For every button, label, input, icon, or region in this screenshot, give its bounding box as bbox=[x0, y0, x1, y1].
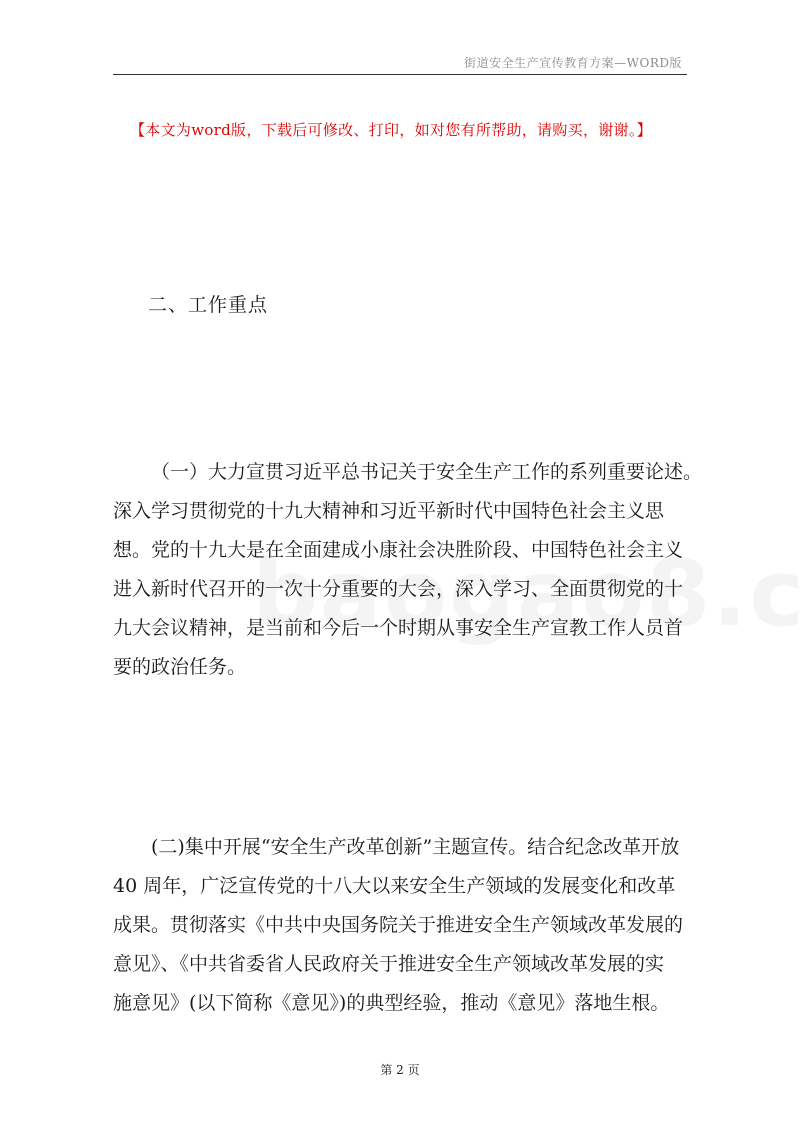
paragraph-2 bbox=[113, 828, 689, 1023]
paragraph-1 bbox=[113, 453, 703, 687]
paragraph-line: 成果。贯彻落实《中共中央国务院关于推进安全生产领域改革发展的 bbox=[113, 914, 684, 936]
header-rule bbox=[113, 74, 687, 75]
page-number: 第 2 页 bbox=[380, 1063, 420, 1077]
paragraph-line: 九大会议精神，是当前和今后一个时期从事安全生产宣教工作人员首 bbox=[113, 617, 684, 639]
paragraph-line: （一）大力宣贯习近平总书记关于安全生产工作的系列重要论述。 bbox=[151, 461, 703, 483]
paragraph-line: 想。党的十九大是在全面建成小康社会决胜阶段、中国特色社会主义 bbox=[113, 539, 684, 561]
paragraph-line: 40 周年，广泛宣传党的十八大以来安全生产领域的发展变化和改革 bbox=[113, 875, 676, 897]
paragraph-line: (二)集中开展“安全生产改革创新”主题宣传。结合纪念改革开放 bbox=[151, 836, 680, 858]
section-title: 二、工作重点 bbox=[148, 294, 269, 316]
purchase-notice: 【本文为word版，下载后可修改、打印，如对您有所帮助，请购买，谢谢。】 bbox=[130, 121, 652, 139]
paragraph-line: 进入新时代召开的一次十分重要的大会，深入学习、全面贯彻党的十 bbox=[113, 578, 684, 600]
paragraph-line: 深入学习贯彻党的十九大精神和习近平新时代中国特色社会主义思 bbox=[113, 500, 665, 522]
paragraph-line: 要的政治任务。 bbox=[113, 656, 247, 678]
running-header: 街道安全生产宣传教育方案—WORD版 bbox=[464, 56, 682, 70]
paragraph-line: 意见》、《中共省委省人民政府关于推进安全生产领域改革发展的实 bbox=[113, 953, 665, 975]
paragraph-line: 施意见》(以下简称《意见》)的典型经验，推动《意见》落地生根。 bbox=[113, 992, 670, 1014]
